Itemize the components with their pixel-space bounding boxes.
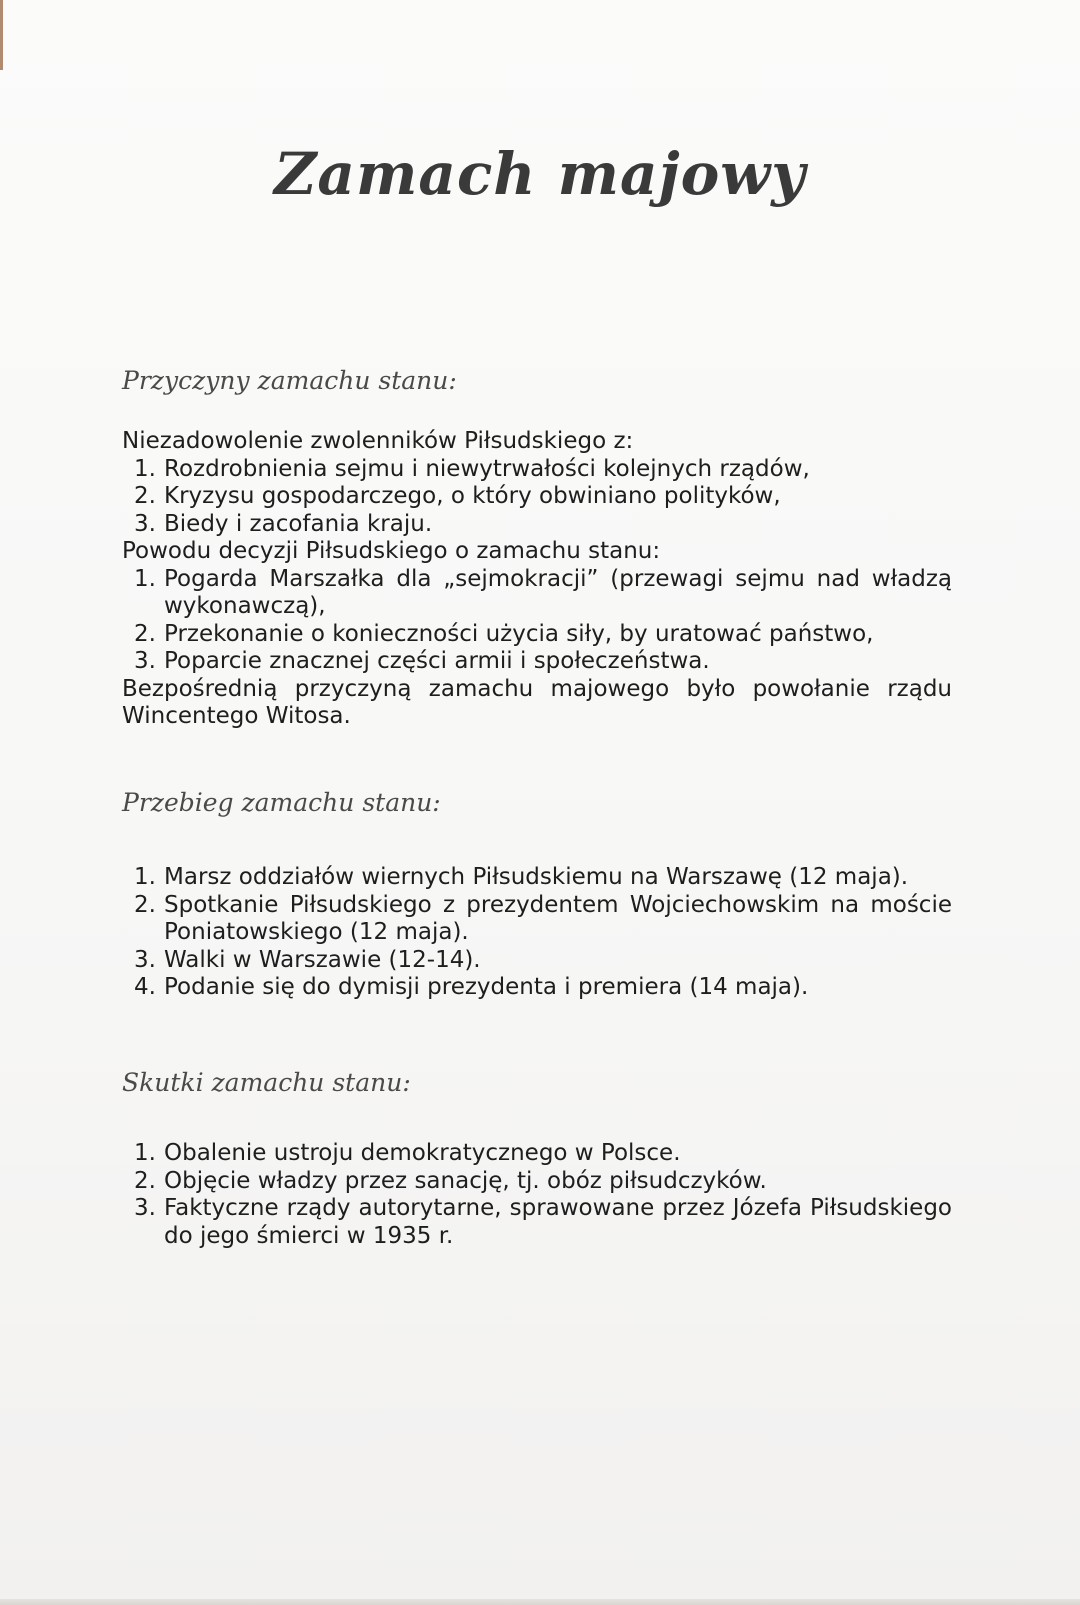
- causes-conclusion: Bezpośrednią przyczyną zamachu majowego było powołanie rządu Wincentego Witosa.: [122, 675, 952, 729]
- list-item: [122, 1168, 952, 1196]
- list-item: [122, 621, 952, 649]
- list-text: Marsz oddziałów wiernych Piłsudskiemu na Warszawę (12 maja).: [164, 864, 909, 890]
- course-list: [122, 864, 952, 1002]
- list-text: Spotkanie Piłsudskiego z prezydentem Wojciechowskim na moście Poniatowskiego (12 maja).: [164, 891, 952, 945]
- causes-list-1: [122, 456, 952, 539]
- list-number: 2.: [134, 620, 156, 647]
- list-number: 3.: [134, 946, 156, 973]
- list-text: Przekonanie o konieczności użycia siły, by uratować państwo,: [164, 620, 874, 647]
- list-number: 2.: [134, 891, 156, 918]
- causes-intro-1: Niezadowolenie zwolenników Piłsudskiego z:: [122, 428, 634, 454]
- list-text: Poparcie znacznej części armii i społeczeństwa.: [164, 648, 710, 674]
- list-item: [122, 566, 952, 621]
- list-text: Pogarda Marszałka dla „sejmokracji” (przewagi sejmu nad władzą wykonawczą),: [164, 565, 952, 619]
- page-edge-shadow: [0, 0, 3, 70]
- list-item: [122, 864, 952, 892]
- list-text: Walki w Warszawie (12-14).: [164, 946, 481, 973]
- list-number: 1.: [134, 565, 156, 592]
- causes-intro-2: Powodu decyzji Piłsudskiego o zamachu stanu:: [122, 538, 661, 564]
- effects-block: [122, 1140, 952, 1250]
- list-text: Podanie się do dymisji prezydenta i premiera (14 maja).: [164, 974, 809, 1000]
- list-number: 1.: [134, 1140, 156, 1166]
- list-item: [122, 648, 952, 676]
- list-text: Faktyczne rządy autorytarne, sprawowane przez Józefa Piłsudskiego do jego śmierci w 1935 r.: [164, 1195, 952, 1249]
- list-item: [122, 1140, 952, 1168]
- causes-heading: Przyczyny zamachu stanu:: [122, 366, 457, 395]
- page-title: Zamach majowy: [274, 140, 806, 208]
- list-item: [122, 892, 952, 947]
- list-number: 2.: [134, 1167, 156, 1194]
- list-number: 2.: [134, 483, 156, 509]
- list-number: 3.: [134, 648, 156, 674]
- course-heading: Przebieg zamachu stanu:: [122, 788, 441, 817]
- list-text: Rozdrobnienia sejmu i niewytrwałości kolejnych rządów,: [164, 455, 810, 482]
- list-item: [122, 1195, 952, 1250]
- list-number: 1.: [134, 864, 156, 890]
- list-text: Biedy i zacofania kraju.: [164, 510, 433, 537]
- list-text: Objęcie władzy przez sanację, tj. obóz piłsudczyków.: [164, 1167, 767, 1194]
- list-number: 3.: [134, 1195, 156, 1221]
- causes-list-2: [122, 566, 952, 676]
- list-number: 1.: [134, 455, 156, 482]
- list-item: [122, 483, 952, 511]
- course-block: [122, 864, 952, 1002]
- list-text: Obalenie ustroju demokratycznego w Polsce.: [164, 1140, 681, 1166]
- causes-block: [122, 428, 952, 731]
- list-number: 4.: [134, 974, 156, 1000]
- list-item: [122, 947, 952, 975]
- effects-heading: Skutki zamachu stanu:: [122, 1068, 411, 1097]
- page-bottom-edge: [0, 1599, 1080, 1605]
- effects-list: [122, 1140, 952, 1250]
- list-item: [122, 456, 952, 484]
- list-item: [122, 511, 952, 539]
- list-number: 3.: [134, 510, 156, 537]
- list-text: Kryzysu gospodarczego, o który obwiniano polityków,: [164, 483, 781, 509]
- list-item: [122, 974, 952, 1002]
